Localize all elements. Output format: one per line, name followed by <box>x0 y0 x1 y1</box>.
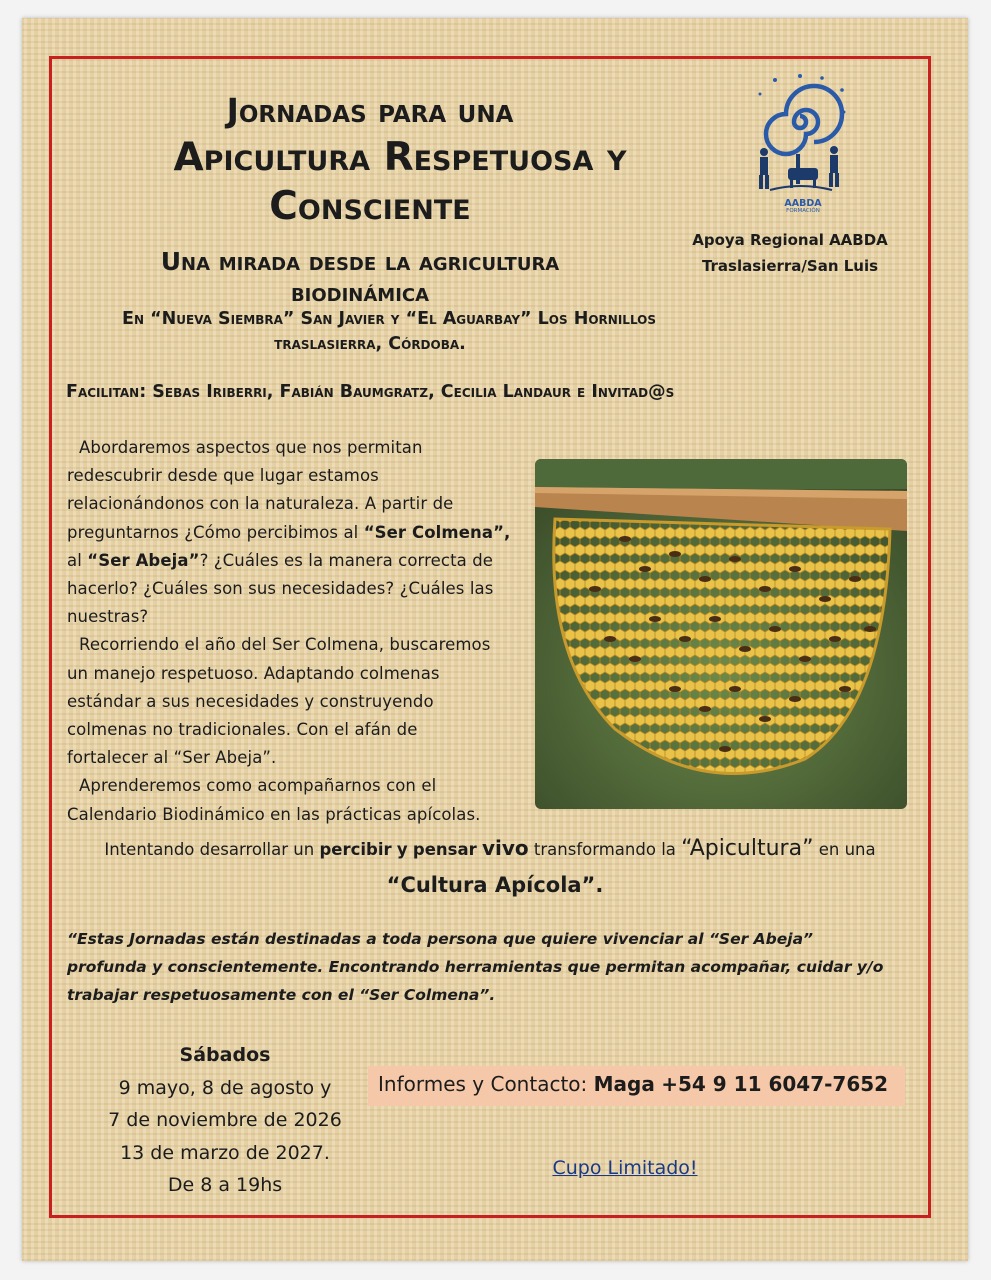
cupo-limitado-link[interactable]: Cupo Limitado! <box>552 1157 698 1179</box>
p1-line-3: relacionándonos con la naturaleza. A partir de <box>67 494 454 514</box>
honeycomb-photo <box>535 459 907 809</box>
contact-label: Informes y Contacto: <box>378 1072 588 1096</box>
logo-caption-line-1: Apoya Regional AABDA <box>692 231 888 249</box>
p1-line-4: preguntarnos ¿Cómo percibimos al “Ser Colmena”, <box>67 522 511 542</box>
contact-phone[interactable]: +54 9 11 6047-7652 <box>661 1072 889 1096</box>
dates-line-1: 9 mayo, 8 de agosto y <box>118 1076 332 1099</box>
dates-line-4: De 8 a 19hs <box>167 1174 283 1196</box>
quote-line-1: “Estas Jornadas están destinadas a toda persona que quiere vivenciar al “Ser Abeja” <box>67 930 814 948</box>
title-line-3: Consciente <box>269 184 471 229</box>
p3-line-2: Calendario Biodinámico en las prácticas apícolas. <box>67 804 481 824</box>
honeycomb-illustration <box>535 459 907 809</box>
subtitle-line-1: Una mirada desde la agricultura <box>160 247 560 276</box>
p1-line-2: redescubrir desde que lugar estamos <box>67 466 379 486</box>
p2-line-3: estándar a sus necesidades y construyendo <box>67 691 434 711</box>
p1-line-1: Abordaremos aspectos que nos permitan <box>79 438 423 457</box>
logo-caption-line-2: Traslasierra/San Luis <box>701 257 879 275</box>
quote-block <box>67 925 927 1009</box>
contact-box <box>368 1066 905 1106</box>
dates-heading: Sábados <box>179 1044 271 1066</box>
subtitle-line-2: biodinámica <box>290 278 430 307</box>
dates-line-3: 13 de marzo de 2027. <box>120 1141 330 1164</box>
description-paragraph-1 <box>67 434 527 829</box>
quote-line-2: profunda y conscientemente. Encontrando herramientas que permitan acompañar, cuidar y/o <box>67 958 884 976</box>
p2-line-5: fortalecer al “Ser Abeja”. <box>67 748 277 768</box>
cultura-apicola: “Cultura Apícola”. <box>386 873 604 897</box>
aabda-logo-icon <box>750 72 850 212</box>
ser-colmena-term: “Ser Colmena”, <box>363 522 511 542</box>
ser-abeja-term: “Ser Abeja” <box>87 550 200 570</box>
quote-line-3: trabajar respetuosamente con el “Ser Colmena”. <box>67 986 496 1004</box>
dates-block <box>80 1039 370 1202</box>
p3-line-1: Aprenderemos como acompañarnos con el <box>79 776 437 796</box>
title-line-2: Apicultura Respetuosa y <box>173 135 627 180</box>
logo-text: AABDA <box>784 198 822 209</box>
p2-line-1: Recorriendo el año del Ser Colmena, buscaremos <box>79 635 491 655</box>
p1-line-6: hacerlo? ¿Cuáles son sus necesidades? ¿Cuáles las <box>67 579 494 599</box>
dates-line-2: 7 de noviembre de 2026 <box>108 1109 342 1131</box>
p2-line-4: colmenas no tradicionales. Con el afán de <box>67 720 418 740</box>
aabda-logo <box>750 72 850 212</box>
p1-line-5: al “Ser Abeja”? ¿Cuáles es la manera correcta de <box>67 550 494 570</box>
location-line-1: En “Nueva Siembra” San Javier y “El Aguarbay” Los Hornillos <box>121 309 657 329</box>
intent-line: Intentando desarrollar un percibir y pensar vivo transformando la “Apicultura” en una <box>104 836 876 861</box>
p2-line-2: un manejo respetuoso. Adaptando colmenas <box>67 663 440 683</box>
contact-name: Maga <box>593 1072 655 1096</box>
title-line-1: Jornadas para una <box>226 91 514 130</box>
p1-line-7: nuestras? <box>67 607 149 627</box>
location-line-2: traslasierra, Córdoba. <box>274 334 466 354</box>
logo-subtext: FORMACIÓN <box>786 208 820 214</box>
facilitators: Facilitan: Sebas Iriberri, Fabián Baumgratz, Cecilia Landaur e Invitad@s <box>66 382 675 402</box>
